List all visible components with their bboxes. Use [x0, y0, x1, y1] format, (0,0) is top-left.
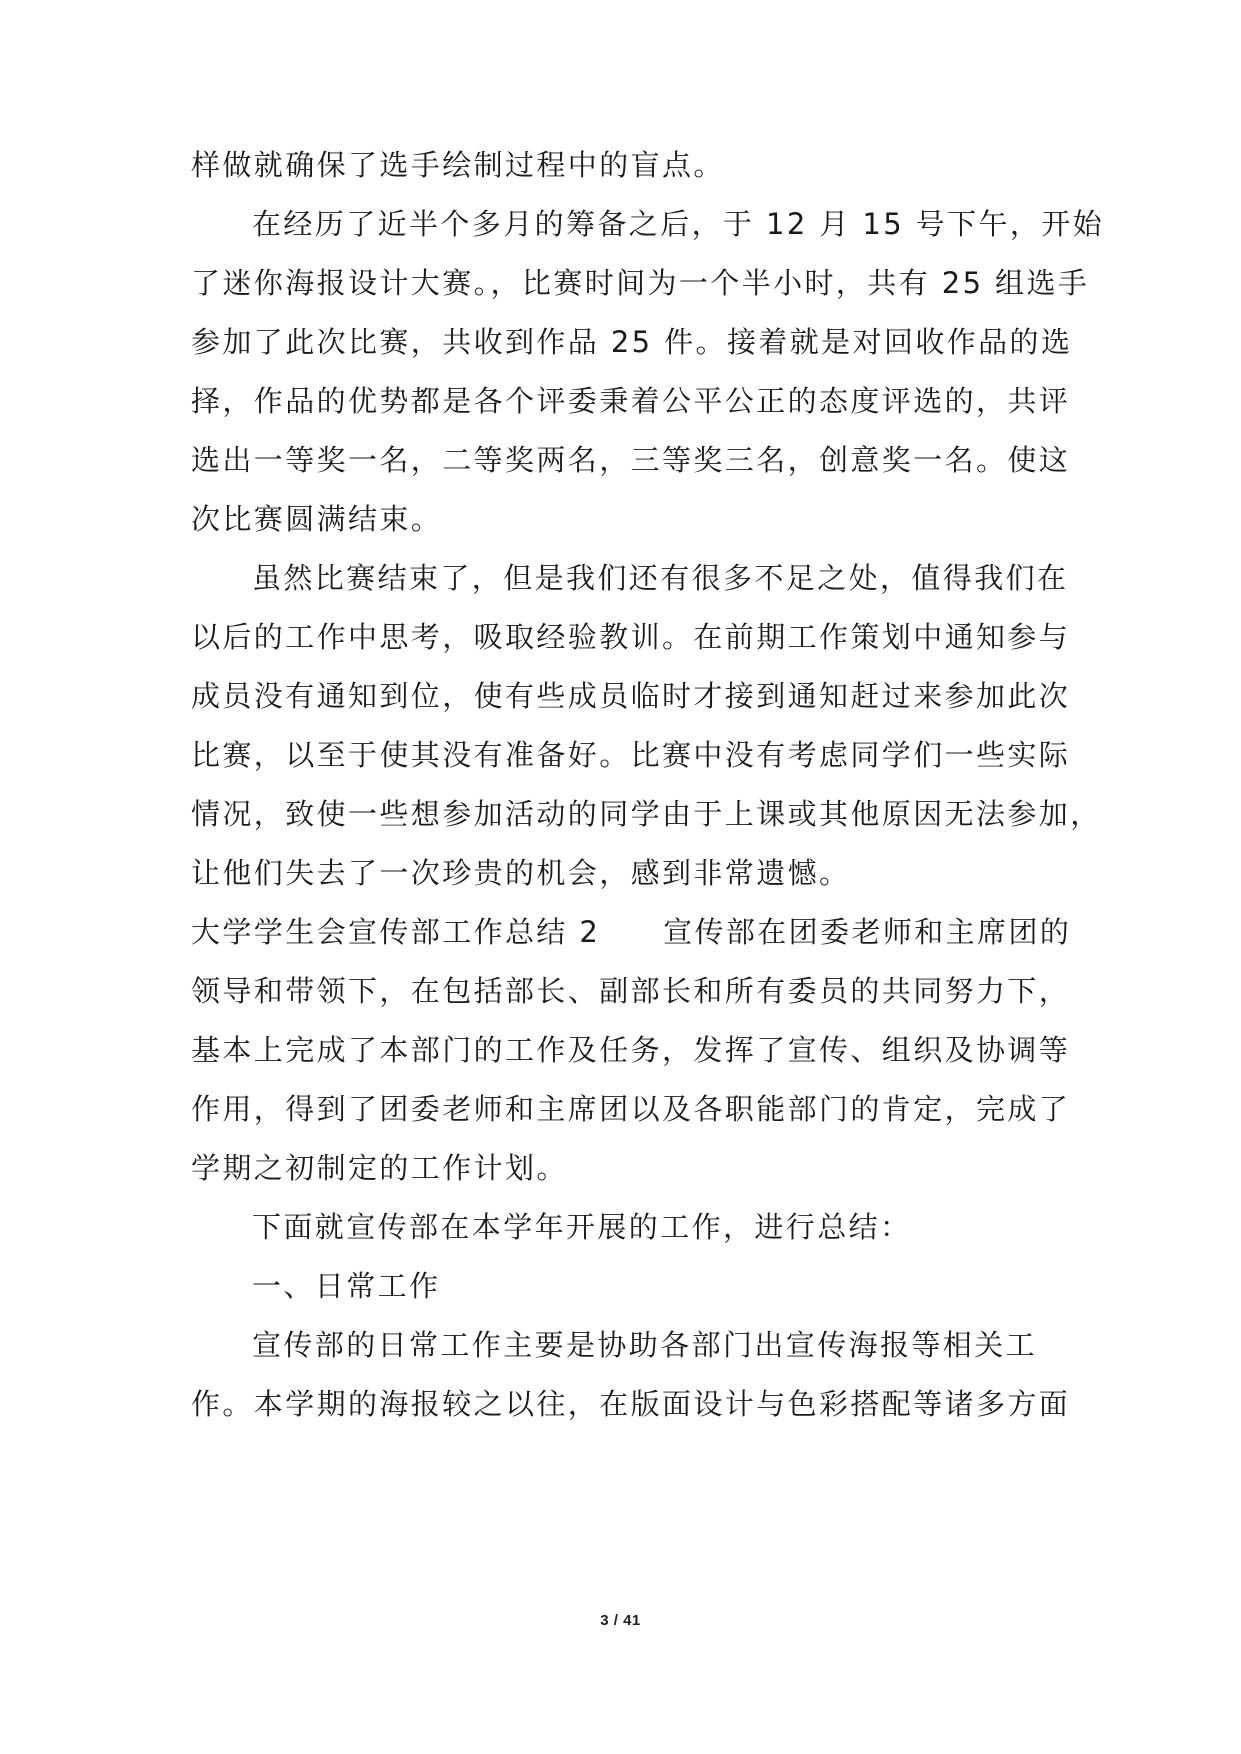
text-line: 作。本学期的海报较之以往，在版面设计与色彩搭配等诸多方面 — [191, 1387, 1071, 1421]
subheading-line: 一、日常工作 — [252, 1269, 441, 1303]
page-number: 3 / 41 — [600, 1612, 641, 1629]
text-line: 以后的工作中思考，吸取经验教训。在前期工作策划中通知参与 — [191, 620, 1071, 654]
text-line: 学期之初制定的工作计划。 — [191, 1151, 568, 1185]
text-line: 参加了此次比赛，共收到作品 25 件。接着就是对回收作品的选 — [191, 325, 1073, 359]
paragraph-start-line: 下面就宣传部在本学年开展的工作，进行总结： — [252, 1210, 912, 1244]
text-line: 选出一等奖一名，二等奖两名，三等奖三名，创意奖一名。使这 — [191, 443, 1071, 477]
paragraph-start-line: 宣传部的日常工作主要是协助各部门出宣传海报等相关工 — [252, 1328, 1038, 1362]
text-line: 情况，致使一些想参加活动的同学由于上课或其他原因无法参加， — [191, 797, 1102, 831]
section-heading-line: 大学学生会宣传部工作总结 2 宣传部在团委老师和主席团的 — [191, 915, 1072, 949]
text-line: 样做就确保了选手绘制过程中的盲点。 — [191, 148, 725, 182]
text-line: 比赛，以至于使其没有准备好。比赛中没有考虑同学们一些实际 — [191, 738, 1071, 772]
text-line: 基本上完成了本部门的工作及任务，发挥了宣传、组织及协调等 — [191, 1033, 1071, 1067]
text-line: 择，作品的优势都是各个评委秉着公平公正的态度评选的，共评 — [191, 384, 1071, 418]
paragraph-start-line: 虽然比赛结束了，但是我们还有很多不足之处，值得我们在 — [252, 561, 1069, 595]
text-line: 成员没有通知到位，使有些成员临时才接到通知赶过来参加此次 — [191, 679, 1071, 713]
text-line: 领导和带领下，在包括部长、副部长和所有委员的共同努力下， — [191, 974, 1071, 1008]
text-line: 作用，得到了团委老师和主席团以及各职能部门的肯定，完成了 — [191, 1092, 1071, 1126]
text-line: 了迷你海报设计大赛。，比赛时间为一个半小时，共有 25 组选手 — [191, 266, 1090, 300]
text-line: 次比赛圆满结束。 — [191, 502, 443, 536]
text-line: 让他们失去了一次珍贵的机会，感到非常遗憾。 — [191, 856, 851, 890]
paragraph-start-line: 在经历了近半个多月的筹备之后，于 12 月 15 号下午，开始 — [252, 207, 1105, 241]
